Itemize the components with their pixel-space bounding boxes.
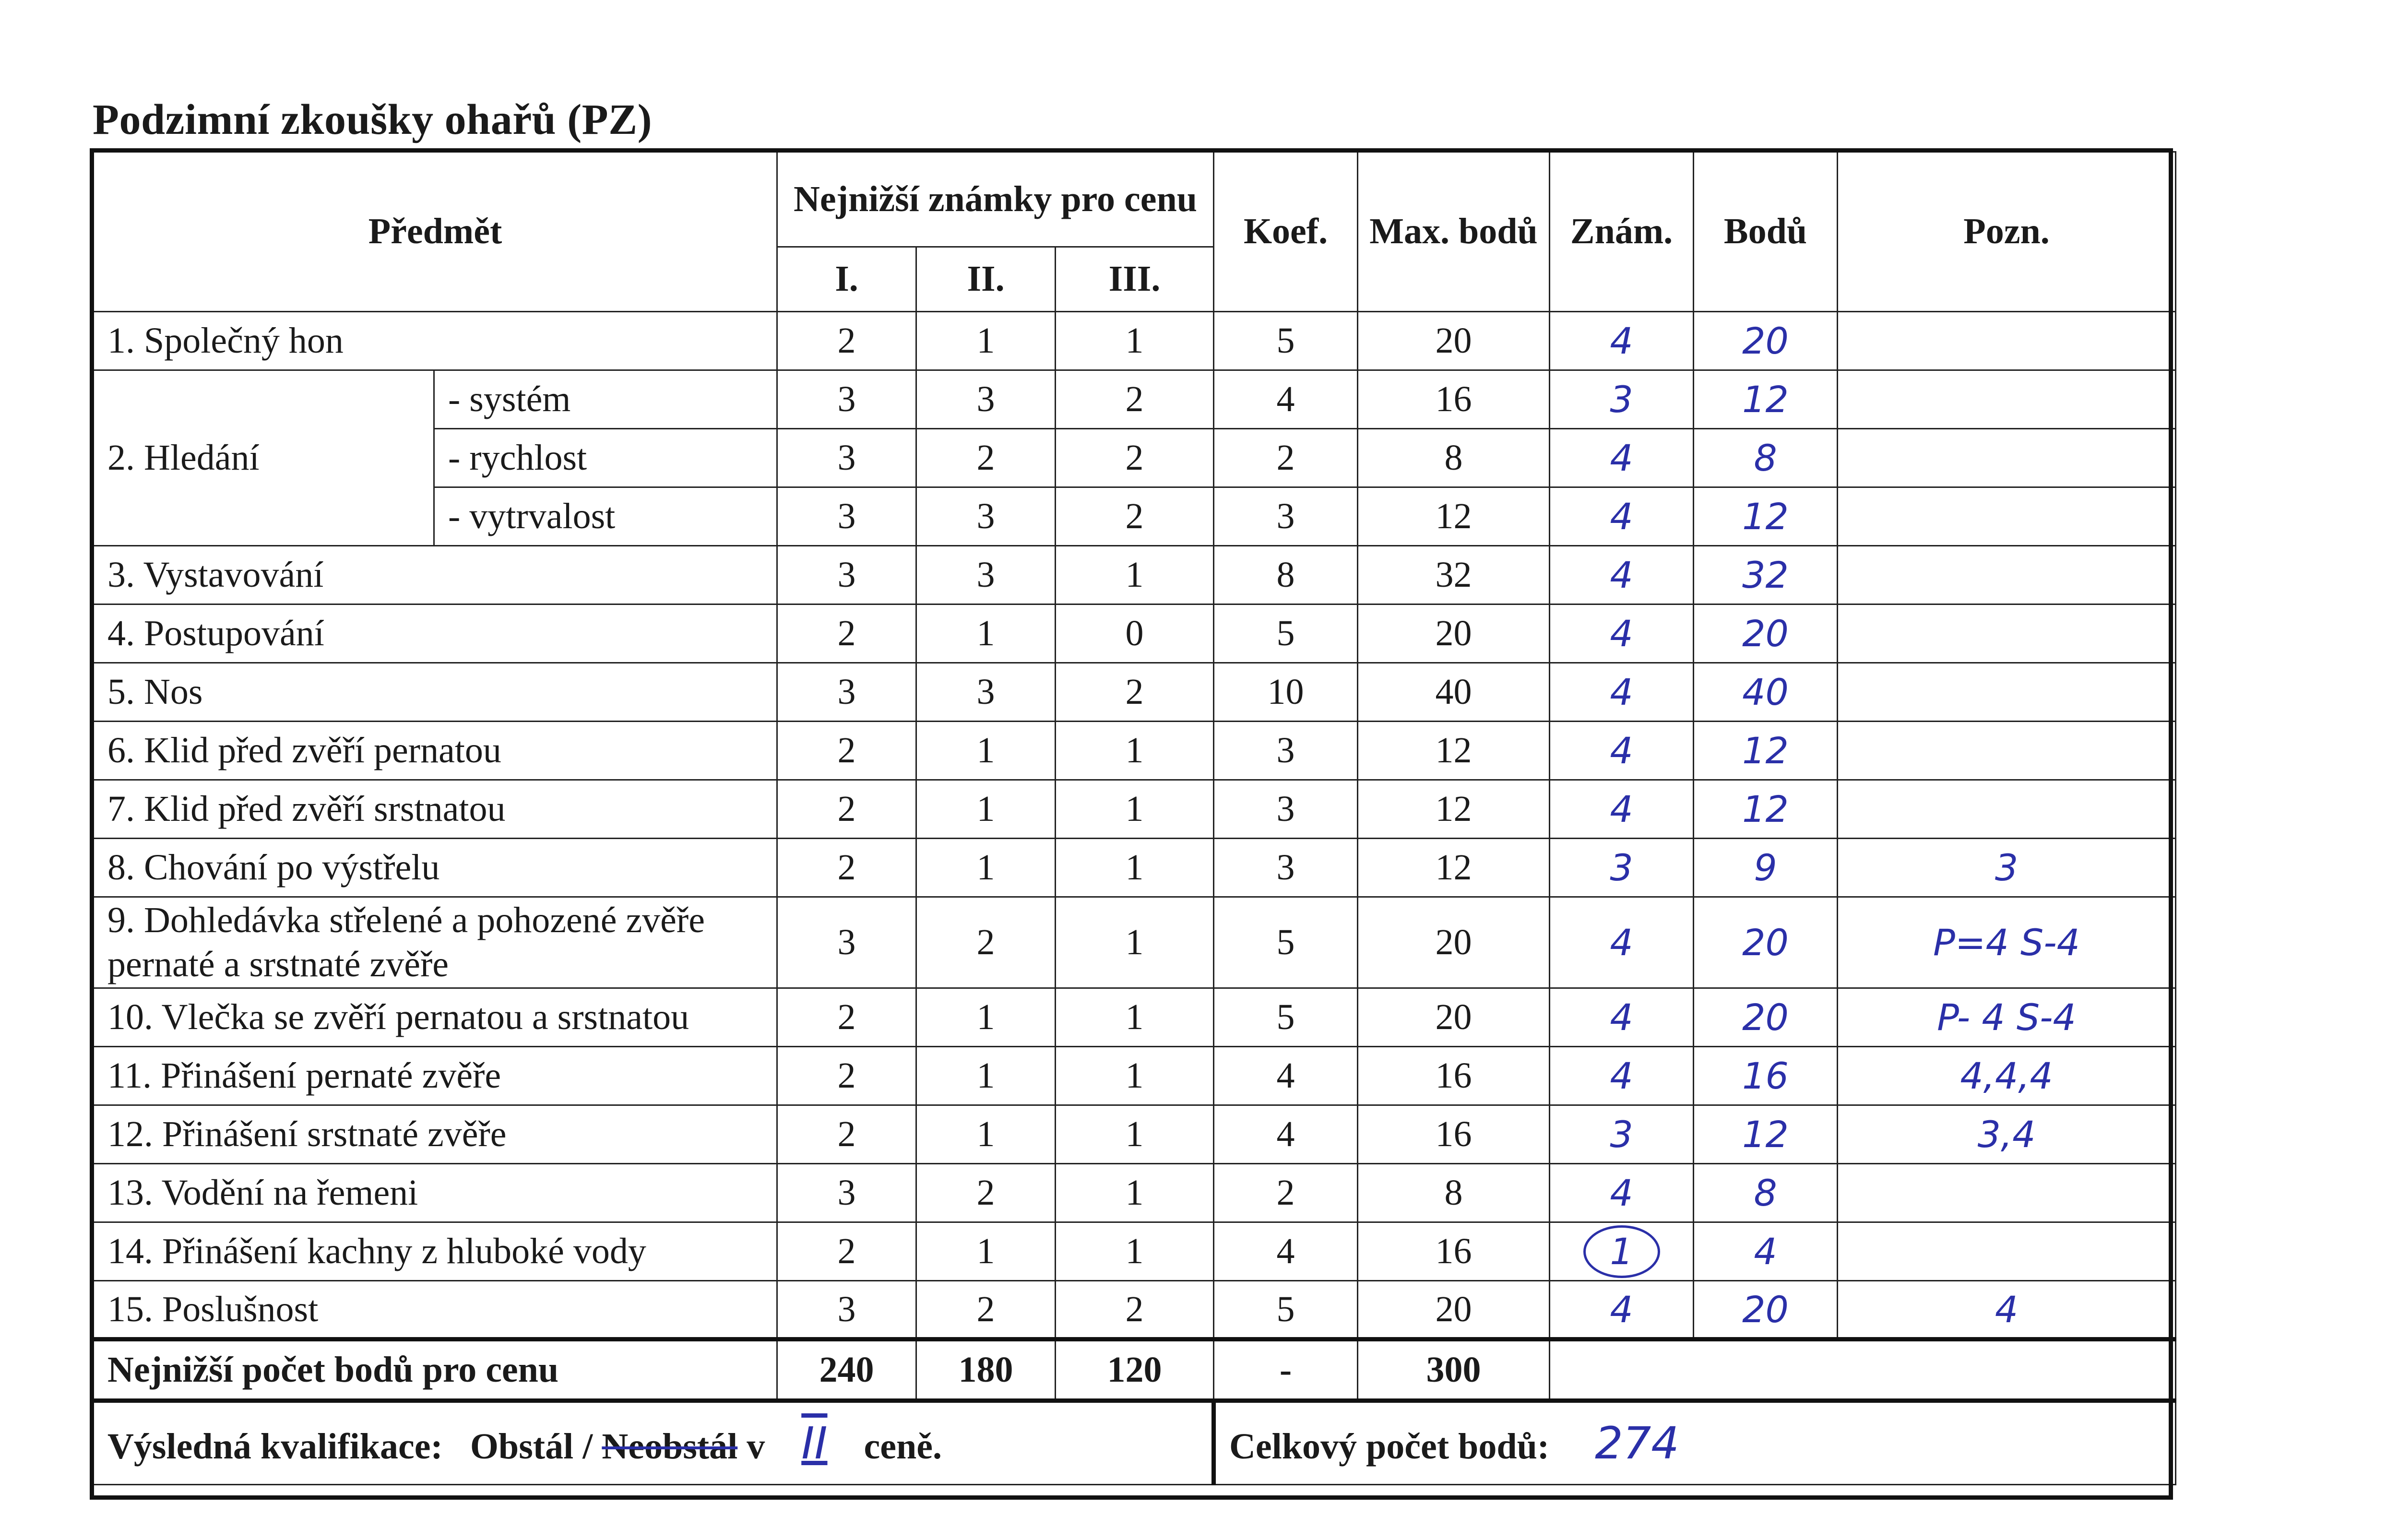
table-row [94, 1281, 2176, 1339]
coef-cell: 3 [1214, 780, 1358, 839]
grade-I-cell: 2 [777, 1222, 916, 1281]
grade-I-cell: 2 [777, 312, 916, 370]
grade-III-cell: 1 [1056, 1222, 1214, 1281]
grade-III-cell: 1 [1056, 1164, 1214, 1222]
subject-cell: 14. Přinášení kachny z hluboké vody [94, 1222, 777, 1281]
grade-II-cell: 3 [916, 487, 1056, 546]
table-row [94, 1047, 2176, 1105]
note-cell [1838, 722, 2176, 780]
subject-cell: 10. Vlečka se zvěří pernatou a srstnatou [94, 988, 777, 1047]
grade-II-cell: 3 [916, 546, 1056, 604]
exam-table [93, 151, 2176, 1485]
grade-III-cell: 1 [1056, 722, 1214, 780]
points-cell: 40 [1694, 663, 1838, 722]
table-row [94, 988, 2176, 1047]
grade-cell: 3 [1550, 370, 1694, 429]
note-cell: 3 [1838, 839, 2176, 897]
grade-I-cell: 2 [777, 604, 916, 663]
note-cell [1838, 370, 2176, 429]
prize-suffix: ceně. [864, 1426, 942, 1467]
grade-cell: 4 [1550, 312, 1694, 370]
grade-cell: 4 [1550, 1281, 1694, 1339]
max-cell: 8 [1358, 429, 1550, 487]
grade-II-cell: 1 [916, 988, 1056, 1047]
subject-cell: 1. Společný hon [94, 312, 777, 370]
totals-max: 300 [1358, 1339, 1550, 1401]
coef-cell: 3 [1214, 722, 1358, 780]
coef-cell: 5 [1214, 312, 1358, 370]
grade-cell: 3 [1550, 839, 1694, 897]
grade-II-cell: 1 [916, 1105, 1056, 1164]
coef-cell: 4 [1214, 370, 1358, 429]
note-cell [1838, 487, 2176, 546]
points-cell: 12 [1694, 780, 1838, 839]
subject-cell: 4. Postupování [94, 604, 777, 663]
coef-cell: 2 [1214, 1164, 1358, 1222]
max-cell: 40 [1358, 663, 1550, 722]
header-max-points: Max. bodů [1358, 152, 1550, 312]
total-points-cell [1214, 1401, 2176, 1485]
grade-II-cell: 1 [916, 722, 1056, 780]
coef-cell: 5 [1214, 604, 1358, 663]
grade-III-cell: 2 [1056, 487, 1214, 546]
coef-cell: 3 [1214, 839, 1358, 897]
max-cell: 12 [1358, 722, 1550, 780]
coef-cell: 10 [1214, 663, 1358, 722]
points-cell: 32 [1694, 546, 1838, 604]
grade-I-cell: 3 [777, 663, 916, 722]
subject-cell: 6. Klid před zvěří pernatou [94, 722, 777, 780]
coef-cell: 4 [1214, 1047, 1358, 1105]
grade-cell: 4 [1550, 546, 1694, 604]
subsubject-cell: - vytrvalost [434, 487, 777, 546]
note-cell [1838, 546, 2176, 604]
grade-cell: 4 [1550, 1164, 1694, 1222]
points-cell: 20 [1694, 1281, 1838, 1339]
note-cell: 3,4 [1838, 1105, 2176, 1164]
subject-cell: 11. Přinášení pernaté zvěře [94, 1047, 777, 1105]
note-cell: P- 4 S-4 [1838, 988, 2176, 1047]
max-cell: 20 [1358, 897, 1550, 988]
grade-III-cell: 0 [1056, 604, 1214, 663]
max-cell: 12 [1358, 487, 1550, 546]
points-cell: 20 [1694, 988, 1838, 1047]
grade-III-cell: 1 [1056, 1105, 1214, 1164]
points-cell: 8 [1694, 1164, 1838, 1222]
table-row [94, 780, 2176, 839]
points-cell: 12 [1694, 1105, 1838, 1164]
grade-II-cell: 2 [916, 1164, 1056, 1222]
subject-cell: 15. Poslušnost [94, 1281, 777, 1339]
page-title: Podzimní zkoušky ohařů (PZ) [93, 96, 653, 143]
points-cell: 20 [1694, 897, 1838, 988]
result-label: Výsledná kvalifikace: [107, 1426, 443, 1467]
grade-III-cell: 1 [1056, 780, 1214, 839]
grade-I-cell: 2 [777, 839, 916, 897]
coef-cell: 4 [1214, 1105, 1358, 1164]
grade-II-cell: 3 [916, 663, 1056, 722]
grade-cell: 4 [1550, 1047, 1694, 1105]
points-cell: 20 [1694, 312, 1838, 370]
max-cell: 32 [1358, 546, 1550, 604]
grade-III-cell: 1 [1056, 839, 1214, 897]
header-points: Bodů [1694, 152, 1838, 312]
grade-III-cell: 1 [1056, 897, 1214, 988]
note-cell [1838, 1222, 2176, 1281]
table-row [94, 839, 2176, 897]
grade-I-cell: 2 [777, 1105, 916, 1164]
table-row [94, 897, 2176, 988]
grade-cell: 4 [1550, 663, 1694, 722]
note-cell [1838, 1164, 2176, 1222]
max-cell: 16 [1358, 1222, 1550, 1281]
max-cell: 16 [1358, 1047, 1550, 1105]
max-cell: 20 [1358, 988, 1550, 1047]
grade-III-cell: 2 [1056, 429, 1214, 487]
points-cell: 12 [1694, 370, 1838, 429]
grade-cell: 4 [1550, 988, 1694, 1047]
totals-empty [1550, 1339, 2176, 1401]
grade-I-cell: 3 [777, 429, 916, 487]
grade-III-cell: 1 [1056, 988, 1214, 1047]
max-cell: 12 [1358, 780, 1550, 839]
max-cell: 16 [1358, 1105, 1550, 1164]
totals-III: 120 [1056, 1339, 1214, 1401]
points-cell: 4 [1694, 1222, 1838, 1281]
table-row [94, 546, 2176, 604]
coef-cell: 2 [1214, 429, 1358, 487]
totals-row [94, 1339, 2176, 1401]
grade-II-cell: 1 [916, 312, 1056, 370]
note-cell [1838, 312, 2176, 370]
table-row [94, 1105, 2176, 1164]
grade-III-cell: 2 [1056, 1281, 1214, 1339]
grade-III-cell: 2 [1056, 663, 1214, 722]
header-min-grades: Nejnižší známky pro cenu [777, 152, 1214, 247]
circled-grade: 1 [1583, 1225, 1660, 1278]
points-cell: 20 [1694, 604, 1838, 663]
note-cell [1838, 663, 2176, 722]
points-cell: 8 [1694, 429, 1838, 487]
max-cell: 20 [1358, 312, 1550, 370]
grade-II-cell: 1 [916, 1222, 1056, 1281]
coef-cell: 5 [1214, 988, 1358, 1047]
grade-II-cell: 1 [916, 839, 1056, 897]
coef-cell: 4 [1214, 1222, 1358, 1281]
option-passed: Obstál [470, 1426, 574, 1467]
coef-cell: 5 [1214, 897, 1358, 988]
grade-II-cell: 1 [916, 780, 1056, 839]
subject-cell: 5. Nos [94, 663, 777, 722]
totals-coef: - [1214, 1339, 1358, 1401]
grade-cell: 4 [1550, 487, 1694, 546]
grade-II-cell: 1 [916, 1047, 1056, 1105]
grade-I-cell: 2 [777, 722, 916, 780]
grade-I-cell: 3 [777, 1281, 916, 1339]
grade-cell [1550, 1222, 1694, 1281]
grade-I-cell: 2 [777, 988, 916, 1047]
result-row [94, 1401, 2176, 1485]
subject-cell: 13. Vodění na řemeni [94, 1164, 777, 1222]
grade-I-cell: 3 [777, 487, 916, 546]
grade-II-cell: 2 [916, 429, 1056, 487]
note-cell [1838, 604, 2176, 663]
option-separator: / [582, 1426, 593, 1467]
header-coef: Koef. [1214, 152, 1358, 312]
grade-III-cell: 1 [1056, 312, 1214, 370]
coef-cell: 3 [1214, 487, 1358, 546]
totals-label: Nejnižší počet bodů pro cenu [94, 1339, 777, 1401]
totals-I: 240 [777, 1339, 916, 1401]
max-cell: 20 [1358, 604, 1550, 663]
option-failed: Neobstál [602, 1426, 738, 1467]
table-row [94, 370, 2176, 429]
header-note: Pozn. [1838, 152, 2176, 312]
subject-cell: 7. Klid před zvěří srstnatou [94, 780, 777, 839]
totals-II: 180 [916, 1339, 1056, 1401]
note-cell [1838, 429, 2176, 487]
grade-cell: 3 [1550, 1105, 1694, 1164]
table-row [94, 663, 2176, 722]
grade-II-cell: 3 [916, 370, 1056, 429]
header-grade-III: III. [1056, 247, 1214, 312]
note-cell: P=4 S-4 [1838, 897, 2176, 988]
max-cell: 16 [1358, 370, 1550, 429]
note-cell: 4,4,4 [1838, 1047, 2176, 1105]
grade-II-cell: 2 [916, 897, 1056, 988]
grade-cell: 4 [1550, 722, 1694, 780]
grade-cell: 4 [1550, 780, 1694, 839]
table-row [94, 604, 2176, 663]
grade-I-cell: 3 [777, 1164, 916, 1222]
header-grade-II: II. [916, 247, 1056, 312]
note-cell [1838, 780, 2176, 839]
points-cell: 9 [1694, 839, 1838, 897]
subject-cell: 8. Chování po výstřelu [94, 839, 777, 897]
coef-cell: 5 [1214, 1281, 1358, 1339]
header-grade: Znám. [1550, 152, 1694, 312]
grade-II-cell: 1 [916, 604, 1056, 663]
grade-I-cell: 2 [777, 1047, 916, 1105]
points-cell: 12 [1694, 487, 1838, 546]
grade-cell: 4 [1550, 604, 1694, 663]
in-word: v [747, 1426, 765, 1467]
subsubject-cell: - systém [434, 370, 777, 429]
subject-cell: 9. Dohledávka střelené a pohozené zvěře pernaté a srstnaté zvěře [94, 897, 777, 988]
note-cell: 4 [1838, 1281, 2176, 1339]
table-row [94, 1222, 2176, 1281]
grade-III-cell: 1 [1056, 1047, 1214, 1105]
prize-value: II [801, 1418, 828, 1469]
total-points-label: Celkový počet bodů: [1229, 1426, 1550, 1467]
table-row [94, 1164, 2176, 1222]
max-cell: 12 [1358, 839, 1550, 897]
subsubject-cell: - rychlost [434, 429, 777, 487]
grade-I-cell: 3 [777, 370, 916, 429]
header-subject: Předmět [94, 152, 777, 312]
table-row [94, 312, 2176, 370]
grade-I-cell: 3 [777, 897, 916, 988]
subject-cell: 12. Přinášení srstnaté zvěře [94, 1105, 777, 1164]
max-cell: 8 [1358, 1164, 1550, 1222]
grade-II-cell: 2 [916, 1281, 1056, 1339]
subject-cell: 2. Hledání [94, 370, 434, 546]
max-cell: 20 [1358, 1281, 1550, 1339]
subject-cell: 3. Vystavování [94, 546, 777, 604]
coef-cell: 8 [1214, 546, 1358, 604]
grade-I-cell: 3 [777, 546, 916, 604]
grade-III-cell: 2 [1056, 370, 1214, 429]
header-grade-I: I. [777, 247, 916, 312]
points-cell: 12 [1694, 722, 1838, 780]
total-points-value: 274 [1595, 1418, 1679, 1469]
grade-cell: 4 [1550, 429, 1694, 487]
grade-cell: 4 [1550, 897, 1694, 988]
table-row [94, 722, 2176, 780]
grade-I-cell: 2 [777, 780, 916, 839]
points-cell: 16 [1694, 1047, 1838, 1105]
grade-III-cell: 1 [1056, 546, 1214, 604]
result-cell [94, 1401, 1214, 1485]
